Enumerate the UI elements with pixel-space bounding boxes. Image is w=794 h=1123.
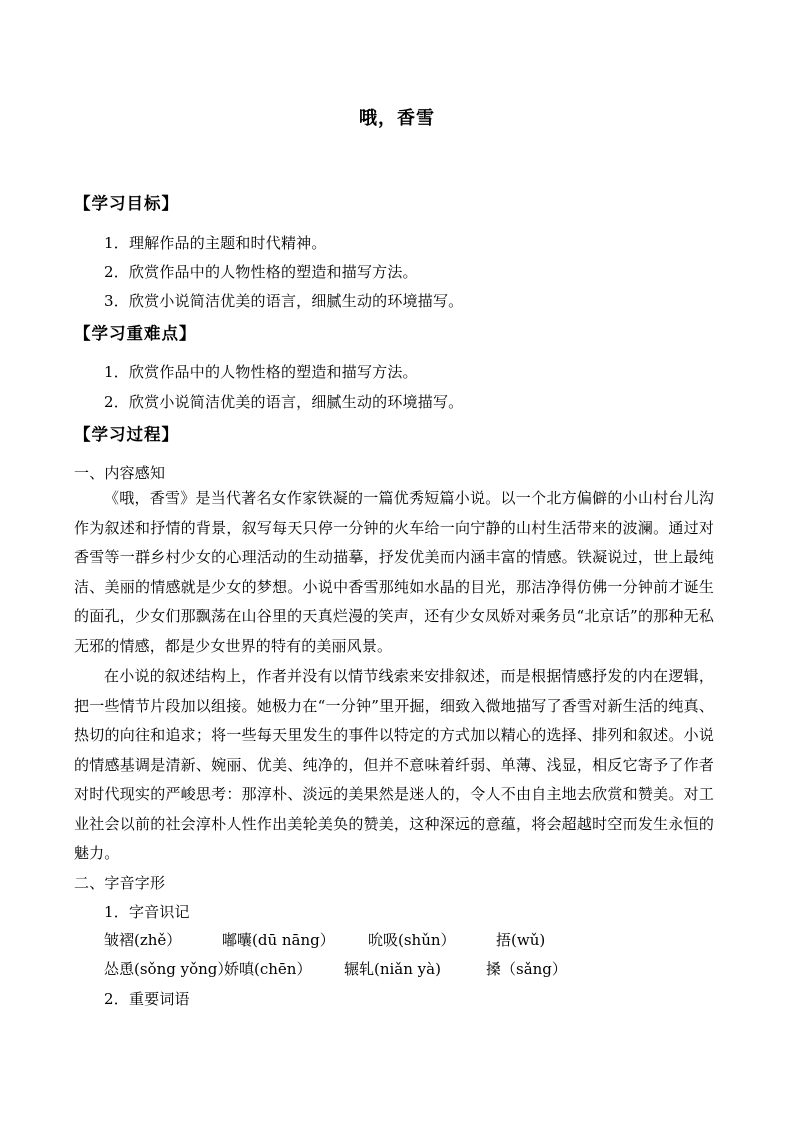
goal-item: 3．欣赏小说简洁优美的语言，细腻生动的环境描写。 xyxy=(104,292,464,310)
sub1-title: 1．字音识记 xyxy=(104,903,190,921)
content-paragraph-2: 在小说的叙述结构上，作者并没有以情节线索来安排叙述，而是根据情感抒发的内在逻辑，把一些情节片段加以组接。她极力在“一分钟”里开掘，细致入微地描写了香雪对新生活的纯真、热切的向往和追求；将一些每天里发生的事件以特定的方式加以精心的选择、排列和叙述。小说的情感基调是清新、婉丽、优美、纯净的，但并不意味着纤弱、单薄、浅显，相反它寄予了作者对时代现实的严峻思考：那淳朴、淡远的美果然是迷人的，令人不由自主地去欣赏和赞美。对工业社会以前的社会淳朴人性作出美轮美奂的赞美，这种深远的意蕴，将会超越时空而发生永恒的魅力。 xyxy=(74,667,714,862)
page-title: 哦，香雪 xyxy=(359,108,435,129)
vocab-entry: 搡（sǎng） xyxy=(486,960,567,978)
vocab-entry: 怂恿(sǒng yǒng） xyxy=(104,960,233,978)
part2-title: 二、字音字形 xyxy=(74,874,166,892)
vocab-entry: 吮吸(shǔn） xyxy=(368,931,456,949)
goals-heading: 【学习目标】 xyxy=(74,194,179,213)
vocab-entry: 皱褶(zhě） xyxy=(104,931,182,949)
vocab-entry: 娇嗔(chēn） xyxy=(224,960,312,978)
part1-title: 一、内容感知 xyxy=(74,464,166,482)
goal-item: 2．欣赏作品中的人物性格的塑造和描写方法。 xyxy=(104,263,418,281)
vocab-entry: 辗轧(niǎn yà) xyxy=(344,960,441,978)
content-paragraph-1: 《哦，香雪》是当代著名女作家铁凝的一篇优秀短篇小说。以一个北方偏僻的小山村台儿沟作为叙述和抒情的背景，叙写每天只停一分钟的火车给一向宁静的山村生活带来的波澜。通过对香雪等一群乡村少女的心理活动的生动描摹，抒发优美而内涵丰富的情感。铁凝说过，世上最纯洁、美丽的情感就是少女的梦想。小说中香雪那纯如水晶的目光，那洁净得仿佛一分钟前才诞生的面孔，少女们那飘荡在山谷里的天真烂漫的笑声，还有少女凤娇对乘务员“北京话”的那种无私无邪的情感，都是少女世界的特有的美丽风景。 xyxy=(74,489,714,655)
vocab-entry: 捂(wǔ) xyxy=(496,931,546,949)
process-heading: 【学习过程】 xyxy=(74,425,179,444)
key-point-item: 1．欣赏作品中的人物性格的塑造和描写方法。 xyxy=(104,363,418,381)
key-points-heading: 【学习重难点】 xyxy=(74,324,197,343)
vocab-entry: 嘟囔(dū nāng） xyxy=(222,931,335,949)
goal-item: 1．理解作品的主题和时代精神。 xyxy=(104,234,327,252)
sub2-title: 2．重要词语 xyxy=(104,990,190,1008)
key-point-item: 2．欣赏小说简洁优美的语言，细腻生动的环境描写。 xyxy=(104,393,464,411)
